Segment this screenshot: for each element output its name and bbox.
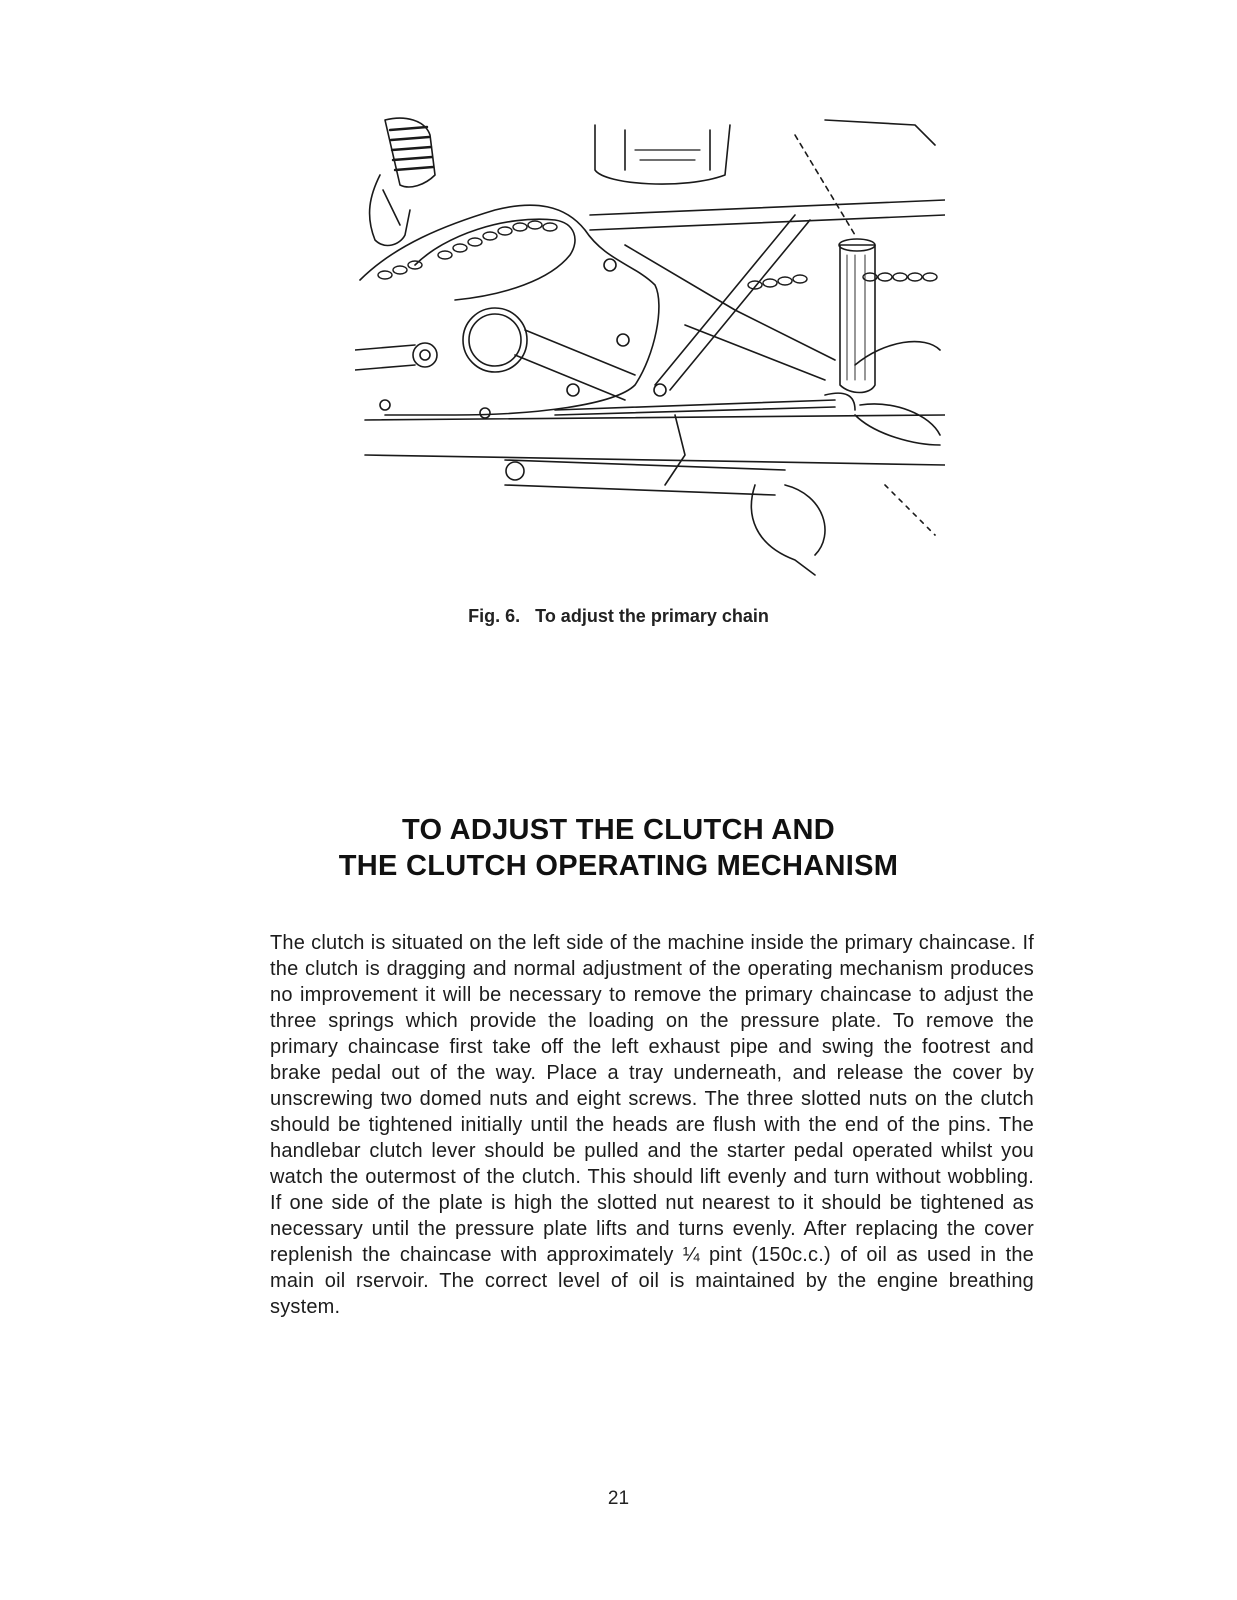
primary-chain-drawing [355,115,945,585]
figure-caption-text: To adjust the primary chain [535,606,769,626]
figure-caption [0,606,1237,627]
page-number: 21 [607,1488,630,1509]
figure-number: Fig. 6. [468,606,521,626]
section-heading [0,812,1237,884]
heading-line-1: TO ADJUST THE CLUTCH AND [401,814,836,846]
body-paragraph: The clutch is situated on the left side of the machine inside the primary chaincase. If the clutch is dragging and normal adjustment of the operating mechanism produces no improvement it will be necessary to remove the primary chaincase to adjust the three springs which provide the loading on the pressure plate. To remove the primary chaincase first take off the left exhaust pipe and swing the footrest and brake pedal out of the way. Place a tray underneath, and release the cover by unscrewing two domed nuts and eight screws. The three slotted nuts on the clutch should be tightened initially until the heads are flush with the end of the pins. The handlebar clutch lever should be pulled and the starter pedal operated whilst you watch the outermost of the clutch. This should lift evenly and turn without wobbling. If one side of the plate is high the slotted nut nearest to it should be tightened as necessary until the pressure plate lifts and turns evenly. After replacing the cover replenish the chaincase with approximately ¼ pint (150c.c.) of oil as used in the main oil rservoir. The correct level of oil is maintained by the engine breathing system. [270,932,1034,1318]
heading-line-2: THE CLUTCH OPERATING MECHANISM [338,850,899,882]
figure-illustration [355,115,945,585]
